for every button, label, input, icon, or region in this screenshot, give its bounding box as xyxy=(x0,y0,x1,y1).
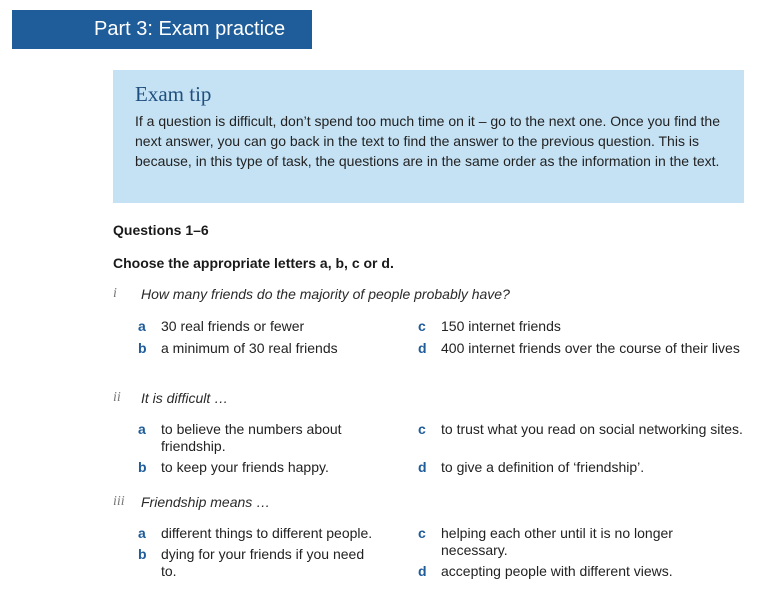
option-d[interactable] xyxy=(418,563,743,580)
question-ii xyxy=(113,390,753,475)
option-d[interactable] xyxy=(418,340,743,357)
question-number: i xyxy=(113,286,117,301)
option-letter: a xyxy=(138,421,146,437)
option-text: to give a definition of ‘friendship’. xyxy=(441,459,645,475)
question-number: iii xyxy=(113,494,125,509)
option-text: a minimum of 30 real friends xyxy=(161,340,338,356)
option-b[interactable] xyxy=(138,546,378,580)
option-a[interactable] xyxy=(138,421,378,455)
option-b[interactable] xyxy=(138,459,378,476)
questions-heading: Questions 1–6 xyxy=(113,222,209,238)
option-c[interactable] xyxy=(418,525,743,559)
option-text: 30 real friends or fewer xyxy=(161,318,305,334)
question-text: How many friends do the majority of people probably have? xyxy=(141,286,510,302)
question-iii xyxy=(113,494,753,579)
option-text: different things to different people. xyxy=(161,525,373,541)
option-d[interactable] xyxy=(418,459,743,476)
option-text: helping each other until it is no longer necessary. xyxy=(441,525,673,558)
option-text: dying for your friends if you need to. xyxy=(161,546,365,579)
option-letter: c xyxy=(418,421,426,437)
question-stem xyxy=(113,494,753,514)
option-c[interactable] xyxy=(418,421,743,438)
option-letter: b xyxy=(138,546,147,562)
option-a[interactable] xyxy=(138,525,378,542)
option-letter: d xyxy=(418,459,427,475)
question-text: It is difficult … xyxy=(141,390,229,406)
option-text: 150 internet friends xyxy=(441,318,561,334)
option-b[interactable] xyxy=(138,340,378,357)
exam-tip-title: Exam tip xyxy=(135,82,212,106)
exam-tip-box xyxy=(113,70,744,203)
option-letter: a xyxy=(138,318,146,334)
option-letter: a xyxy=(138,525,146,541)
question-i xyxy=(113,286,753,356)
part-banner xyxy=(12,10,312,49)
question-number: ii xyxy=(113,390,121,405)
option-text: to keep your friends happy. xyxy=(161,459,329,475)
instruction: Choose the appropriate letters a, b, c or d. xyxy=(113,255,394,271)
question-stem xyxy=(113,390,753,410)
option-text: to trust what you read on social networking sites. xyxy=(441,421,743,437)
option-text: to believe the numbers about friendship. xyxy=(161,421,342,454)
question-stem xyxy=(113,286,753,306)
option-letter: c xyxy=(418,525,426,541)
option-letter: d xyxy=(418,563,427,579)
option-text: accepting people with different views. xyxy=(441,563,673,579)
option-c[interactable] xyxy=(418,318,743,335)
option-a[interactable] xyxy=(138,318,378,335)
option-letter: c xyxy=(418,318,426,334)
option-letter: b xyxy=(138,459,147,475)
option-text: 400 internet friends over the course of their lives xyxy=(441,340,740,356)
exam-tip-text: If a question is difficult, don’t spend too much time on it – go to the next one. Once you find the next answer, you can go back in the text to find the answer to the previous question. This is because, in this type of task, the questions are in the same order as the information in the text. xyxy=(135,113,720,169)
question-text: Friendship means … xyxy=(141,494,271,510)
option-letter: d xyxy=(418,340,427,356)
option-letter: b xyxy=(138,340,147,356)
part-title: Part 3: Exam practice xyxy=(94,18,286,40)
